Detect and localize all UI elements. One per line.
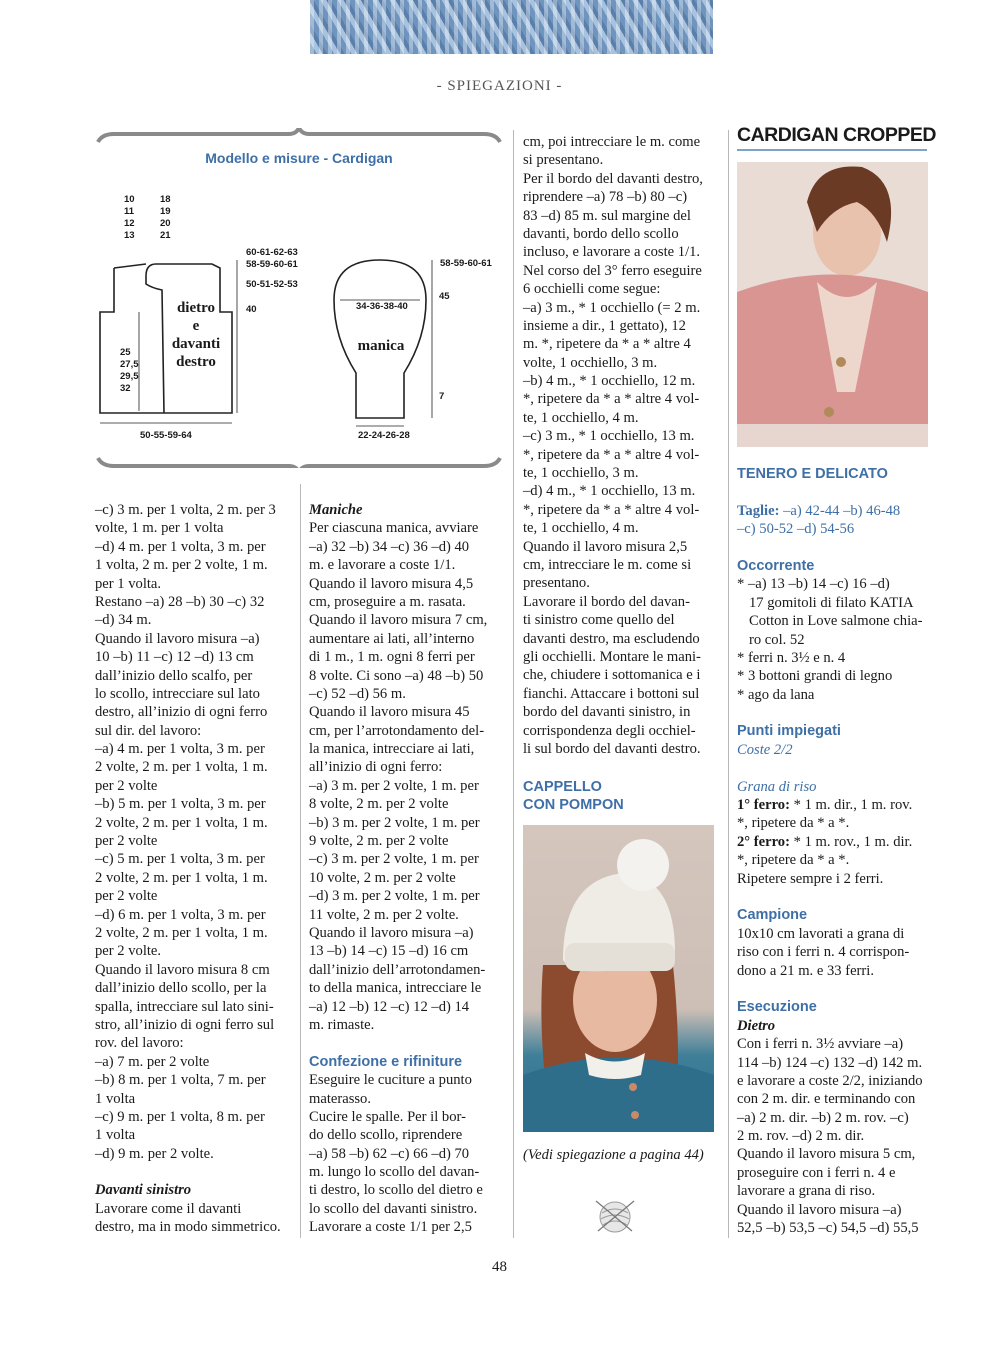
column-rule-1 [300,484,301,1238]
section-title: - SPIEGAZIONI - [436,78,563,94]
heading-campione: Campione [737,907,808,924]
heading-occorrente: Occorrente [737,557,815,574]
measure-40: 40 [246,304,257,315]
sizes-label: Taglie: [737,502,780,519]
column-4-text: TENERO E DELICATO Taglie: –a) 42-44 –b) 46-48 –c) 50-52 –d) 54-56 Occorrente * –a) 13 –b) 14 –c) 16 –d) 17 gomitoli di filato KATIA Cotton in Love salmone chia- ro col. 52 * ferri n. 3½ e n. 4 * 3 bottoni grandi di legno * ago da lana Punti impiegati Coste 2/2 Grana di riso 1° ferro: * 1 m. dir., 1 m. rov. *, ripetere da * a *. 2° ferro: * 1 m. rov., 1 m. dir. *, ripetere da * a *. Ripetere sempre i 2 ferri. Campione 10x10 cm lavorati a grana di riso con i ferri n. 4 corrispon- dono a 21 m. e 33 ferri. Esecuzione Dietro Con i ferri n. 3½ avviare –a) 114 –b) 124 –c) 132 –d) 142 m. e lavorare a coste 2/2, iniziando con 2 m. dir. e terminando con –a) 2 m. dir. –b) 2 m. rov. –c) 2 m. rov. –d) 2 m. dir. Quando il lavoro misura 5 cm, proseguire con i ferri n. 4 e lavorare a grana di riso. Quando il lavoro misura –a) 52,5 –b) 53,5 –c) 54,5 –d) 55,5 [737,465,929,1237]
measure-top-1: 60-61-62-63 [246,247,298,258]
sleeve-cuff-measure: 22-24-26-28 [358,430,410,441]
column-rule-3 [728,130,729,1238]
heading-esecuzione: Esecuzione [737,999,817,1016]
column-3-text: cm, poi intrecciare le m. come si presentano. Per il bordo del davanti destro, riprendere –a) 78 –b) 80 –c) 83 –d) 85 m. sul margine del davanti, bordo dello scollo incluso, e lavorare a coste 1/1. Nel corso del 3° ferro eseguire 6 occhielli come segue: –a) 3 m., * 1 occhiello (= 2 m. insieme a dir., 1 gettato), 12 m. *, ripetere da * a * altre 4 volte, 1 occhiello, 3 m. –b) 4 m., * 1 occhiello, 12 m. *, ripetere da * a * altre 4 vol- te, 1 occhiello, 4 m. –c) 3 m., * 1 occhiello, 13 m. *, ripetere da * a * altre 4 vol- te, 1 occhiello, 3 m. –d) 4 m., * 1 occhiello, 13 m. *, ripetere da * a * altre 4 vol- te, 1 occhiello, 4 m. Quando il lavoro misura 2,5 cm, intrecciare le m. come si presentano. Lavorare il bordo del davan- ti sinistro come quello del davanti destro, ma escludendo gli occhielli. Montare le mani- che, chiudere i sottomanica e i fianchi. Attaccare i bottoni sul bordo del davanti sinistro, in corrispondenza degli occhiel- li sul bordo del davanti destro. [523,134,703,757]
sleeve-length-45: 45 [439,291,450,302]
knit-texture-banner [310,0,713,54]
sleeve-width-measure: 34-36-38-40 [356,301,408,312]
heading-confezione: Confezione e rifiniture [309,1053,463,1070]
diagram-title: Modello e misure - Cardigan [205,150,393,166]
body-width-measure: 50-55-59-64 [140,430,192,441]
page-number: 48 [492,1259,507,1275]
hat-caption: (Vedi spiegazione a pagina 44) [523,1147,704,1163]
article-subtitle: TENERO E DELICATO [737,466,888,482]
hat-photo [523,825,714,1132]
sleeve-top-measure: 58-59-60-61 [440,258,492,269]
measure-mid: 50-51-52-53 [246,279,298,290]
heading-grana: Grana di riso [737,778,817,795]
column-rule-2 [513,130,514,1238]
neck-measures-b: 18 19 20 21 [160,194,171,241]
sleeve-label: manica [357,338,405,354]
heading-dietro: Dietro [737,1017,776,1034]
yarn-ball-icon [592,1195,638,1235]
heading-punti: Punti impiegati [737,723,841,740]
cardigan-photo [737,162,928,447]
column-2-text: Maniche Per ciascuna manica, avviare –a) 32 –b) 34 –c) 36 –d) 40 m. e lavorare a coste 1/1. Quando il lavoro misura 4,5 cm, proseguire a m. rasata. Quando il lavoro misura 7 cm, aumentare ai lati, all’interno di 1 m., 1 m. ogni 8 ferri per 8 volte. Ci sono –a) 48 –b) 50 –c) 52 –d) 56 m. Quando il lavoro misura 45 cm, per l’arrotondamento del- la manica, intrecciare ai lati, all’inizio di ogni ferro: –a) 3 m. per 2 volte, 1 m. per 8 volte, 2 m. per 2 volte –b) 3 m. per 2 volte, 1 m. per 9 volte, 2 m. per 2 volte –c) 3 m. per 2 volte, 1 m. per 10 volte, 2 m. per 2 volte –d) 3 m. per 2 volte, 1 m. per 11 volte, 2 m. per 2 volte. Quando il lavoro misura –a) 13 –b) 14 –c) 15 –d) 16 cm dall’inizio dell’arrotondamen- to della manica, intrecciare le –a) 12 –b) 12 –c) 12 –d) 14 m. rimaste. Confezione e rifiniture Eseguire le cuciture a punto materasso. Cucire le spalle. Per il bor- do dello scollo, riprendere –a) 58 –b) 62 –c) 66 –d) 70 m. lungo lo scollo del davan- ti destro, lo scollo del dietro e lo scollo del davanti sinistro. Lavorare a coste 1/1 per 2,5 [309,501,501,1237]
sleeve-cuff-7: 7 [439,391,445,402]
hat-title: CAPPELLO CON POMPON [523,779,624,813]
body-length-measures: 25 27,5 29,5 32 [120,347,139,394]
measure-top-2: 58-59-60-61 [246,259,298,270]
pattern-diagram [94,128,504,468]
body-piece-label: dietro e davanti destro [171,300,221,370]
heading-davanti-sinistro: Davanti sinistro [95,1182,192,1199]
neck-measures-a: 10 11 12 13 [124,194,135,241]
heading-maniche: Maniche [309,502,363,518]
column-1-text: –c) 3 m. per 1 volta, 2 m. per 3 volte, 1 m. per 1 volta –d) 4 m. per 1 volta, 3 m. per 1 volta, 2 m. per 2 volte, 1 m. per 1 volta. Restano –a) 28 –b) 30 –c) 32 –d) 34 m. Quando il lavoro misura –a) 10 –b) 11 –c) 12 –d) 13 cm dall’inizio dello scalfo, per lo scollo, intrecciare sul lato destro, all’inizio di ogni ferro sul dir. del lavoro: –a) 4 m. per 1 volta, 3 m. per 2 volte, 2 m. per 1 volta, 1 m. per 2 volte –b) 5 m. per 1 volta, 3 m. per 2 volte, 2 m. per 1 volta, 1 m. per 2 volte –c) 5 m. per 1 volta, 3 m. per 2 volte, 2 m. per 1 volta, 1 m. per 2 volte –d) 6 m. per 1 volta, 3 m. per 2 volte, 2 m. per 1 volta, 1 m. per 2 volte. Quando il lavoro misura 8 cm dall’inizio dello scollo, per la spalla, intrecciare sul lato sini- stro, all’inizio di ogni ferro sul rov. del lavoro: –a) 7 m. per 2 volte –b) 8 m. per 1 volta, 7 m. per 1 volta –c) 9 m. per 1 volta, 8 m. per 1 volta –d) 9 m. per 2 volte. Davanti sinistro Lavorare come il davanti destro, ma in modo simmetrico. [95,501,287,1237]
article-title: CARDIGAN CROPPED [737,124,927,151]
